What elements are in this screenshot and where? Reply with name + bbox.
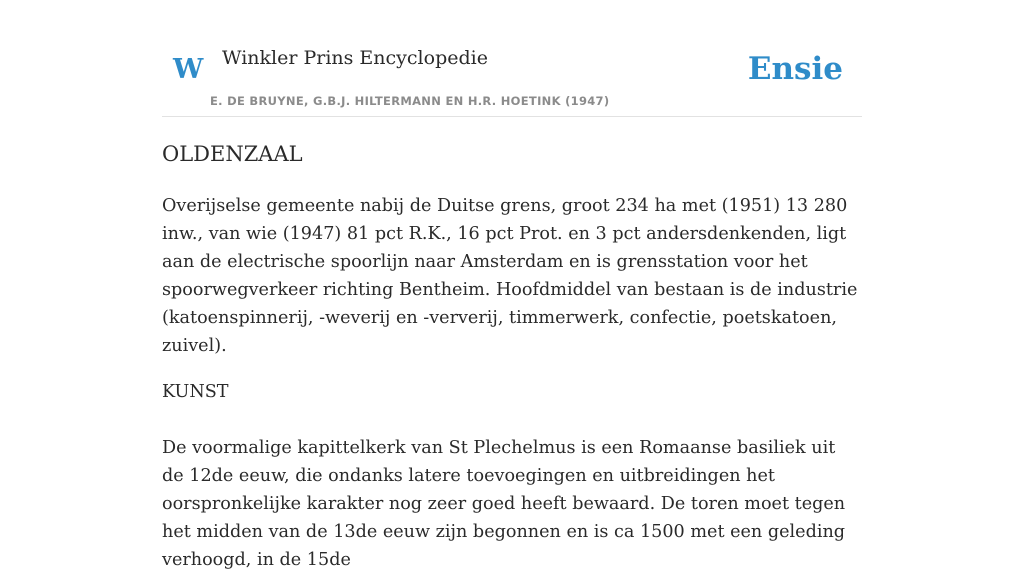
ensie-logo[interactable]: Ensie bbox=[747, 51, 843, 87]
source-authors: E. DE BRUYNE, G.B.J. HILTERMANN EN H.R. HOETINK (1947) bbox=[210, 94, 610, 108]
source-title[interactable]: Winkler Prins Encyclopedie bbox=[222, 47, 488, 69]
section-heading-kunst: KUNST bbox=[162, 382, 229, 402]
source-header bbox=[162, 0, 862, 117]
article-paragraph: Overijselse gemeente nabij de Duitse grens, groot 234 ha met (1951) 13 280 inw., van wie (1947) 81 pct R.K., 16 pct Prot. en 3 pct andersdenkenden, ligt aan de electrische spoorlijn naar Amsterdam en is grensstation voor het spoorwegverkeer richting Bentheim. Hoofdmiddel van bestaan is de industrie (katoenspinnerij, -weverij en -ververij, timmerwerk, confectie, poetskatoen, zuivel). bbox=[162, 196, 858, 356]
article bbox=[162, 138, 862, 574]
article-paragraph: De voormalige kapittelkerk van St Plechelmus is een Romaanse basiliek uit de 12de eeuw, die ondanks latere toevoegingen en uitbreidingen het oorspronkelijke karakter nog zeer goed heeft bewaard. De toren moet tegen het midden van de 13de eeuw zijn begonnen en is ca 1500 met een geleding verhoogd, in de 15de bbox=[162, 438, 846, 570]
article-title: OLDENZAAL bbox=[162, 142, 303, 166]
winkler-prins-logo[interactable]: W bbox=[173, 54, 204, 85]
